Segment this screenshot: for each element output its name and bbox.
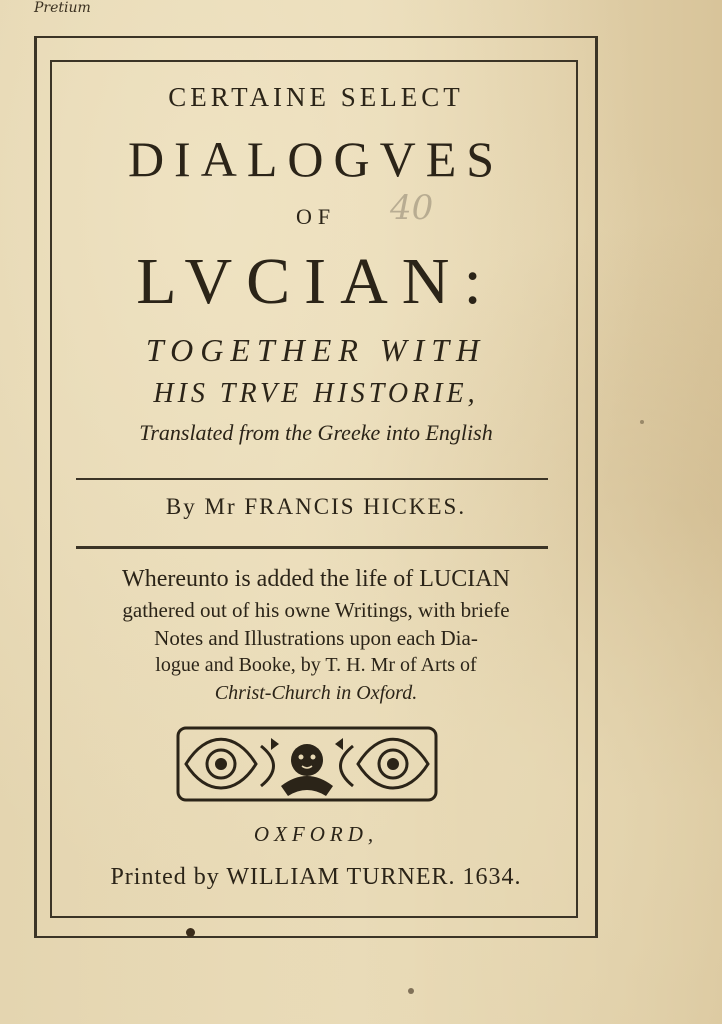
author-line: By Mr FRANCIS HICKES. — [165, 494, 467, 519]
description-line-2: gathered out of his owne Writings, with briefe — [122, 598, 510, 622]
divider-rule-1 — [76, 478, 548, 480]
printers-ornament — [176, 726, 438, 802]
title-line-1: CERTAINE SELECT — [168, 82, 464, 112]
imprint-place: OXFORD, — [253, 822, 379, 846]
handwritten-note: Pretium — [34, 0, 91, 16]
description-line-5: Christ-Church in Oxford. — [214, 682, 418, 704]
foxing-spot — [408, 988, 414, 994]
title-line-7: Translated from the Greeke into English — [139, 420, 493, 445]
foxing-spot — [640, 420, 644, 424]
pencil-mark: 40 — [390, 188, 434, 228]
description-line-4: logue and Booke, by T. H. Mr of Arts of — [155, 654, 477, 676]
ink-spot — [186, 928, 195, 937]
title-line-6: HIS TRVE HISTORIE, — [153, 378, 479, 409]
imprint-printer: Printed by WILLIAM TURNER. 1634. — [110, 864, 522, 890]
description-line-3: Notes and Illustrations upon each Dia- — [154, 626, 478, 650]
title-line-4: LVCIAN: — [136, 245, 496, 318]
divider-rule-2 — [76, 546, 548, 549]
description-line-1: Whereunto is added the life of LUCIAN — [122, 566, 510, 592]
title-line-5: TOGETHER WITH — [145, 332, 487, 368]
title-line-2: DIALOGVES — [127, 131, 505, 187]
title-line-3: OF — [295, 204, 337, 229]
